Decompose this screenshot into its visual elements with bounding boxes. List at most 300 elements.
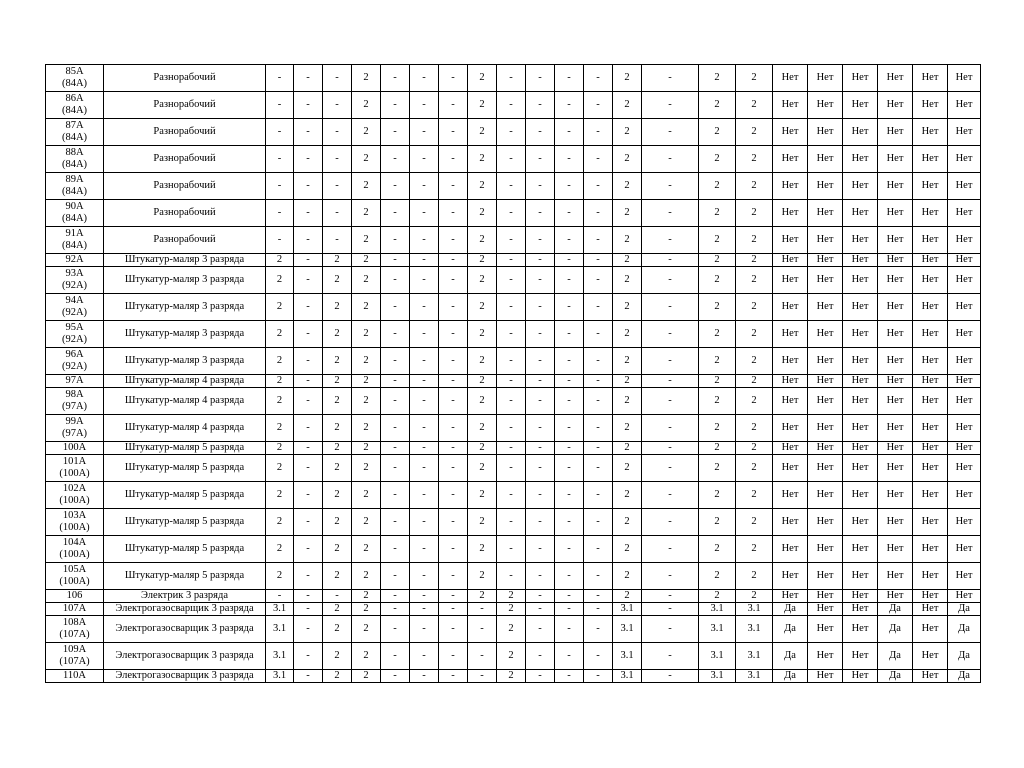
value-cell: -	[439, 173, 468, 200]
value-cell: Нет	[808, 348, 843, 375]
value-cell: -	[584, 670, 613, 683]
table-row	[46, 173, 981, 200]
row-parent-id: (84А)	[61, 78, 88, 89]
value-cell: Да	[878, 616, 913, 643]
value-cell: Нет	[808, 670, 843, 683]
value-cell: 3.1	[736, 603, 773, 616]
value-cell: Нет	[773, 119, 808, 146]
value-cell: -	[584, 173, 613, 200]
value-cell: -	[294, 509, 323, 536]
value-cell: -	[381, 616, 410, 643]
value-cell: -	[497, 294, 526, 321]
value-cell: 2	[736, 536, 773, 563]
value-cell: 2	[323, 415, 352, 442]
value-cell: -	[323, 200, 352, 227]
value-cell: -	[555, 603, 584, 616]
value-cell: Нет	[913, 616, 948, 643]
value-cell: Нет	[948, 348, 981, 375]
value-cell: Нет	[913, 173, 948, 200]
value-cell: 2	[352, 254, 381, 267]
value-cell: 2	[352, 227, 381, 254]
value-cell: Нет	[808, 455, 843, 482]
value-cell: -	[584, 455, 613, 482]
value-cell: -	[497, 227, 526, 254]
value-cell: -	[555, 119, 584, 146]
value-cell: -	[642, 603, 699, 616]
value-cell: 2	[352, 616, 381, 643]
value-cell: Нет	[913, 227, 948, 254]
value-cell: 2	[699, 119, 736, 146]
value-cell: 2	[352, 294, 381, 321]
value-cell: -	[439, 321, 468, 348]
value-cell: Нет	[808, 482, 843, 509]
value-cell: -	[642, 294, 699, 321]
row-parent-id: (84А)	[61, 159, 88, 170]
value-cell: 2	[323, 455, 352, 482]
value-cell: -	[642, 643, 699, 670]
value-cell: Нет	[878, 563, 913, 590]
row-id: 100А	[62, 442, 87, 453]
value-cell: -	[497, 173, 526, 200]
value-cell: 2	[352, 590, 381, 603]
value-cell: -	[584, 227, 613, 254]
value-cell: -	[294, 254, 323, 267]
value-cell: Нет	[843, 455, 878, 482]
job-title-cell: Электрогазосварщик 3 разряда	[104, 643, 266, 670]
value-cell: Нет	[913, 509, 948, 536]
value-cell: 2	[323, 375, 352, 388]
value-cell: 2	[736, 267, 773, 294]
job-title-cell: Штукатур-маляр 5 разряда	[104, 482, 266, 509]
value-cell: Нет	[843, 146, 878, 173]
value-cell: 2	[468, 267, 497, 294]
value-cell: 2	[736, 348, 773, 375]
value-cell: -	[584, 294, 613, 321]
value-cell: Да	[948, 616, 981, 643]
value-cell: -	[439, 509, 468, 536]
value-cell: Нет	[808, 643, 843, 670]
value-cell: -	[584, 200, 613, 227]
value-cell: 2	[352, 442, 381, 455]
value-cell: -	[439, 643, 468, 670]
value-cell: 2	[699, 348, 736, 375]
value-cell: -	[555, 173, 584, 200]
value-cell: -	[497, 388, 526, 415]
value-cell: -	[410, 563, 439, 590]
value-cell: 2	[266, 294, 294, 321]
value-cell: -	[381, 146, 410, 173]
value-cell: 2	[468, 536, 497, 563]
value-cell: -	[323, 92, 352, 119]
value-cell: Нет	[878, 254, 913, 267]
value-cell: -	[266, 173, 294, 200]
value-cell: -	[381, 509, 410, 536]
value-cell: Нет	[773, 455, 808, 482]
value-cell: Нет	[843, 442, 878, 455]
row-id: 89А	[65, 174, 84, 185]
value-cell: -	[323, 146, 352, 173]
value-cell: Нет	[948, 536, 981, 563]
value-cell: -	[584, 146, 613, 173]
value-cell: Нет	[843, 415, 878, 442]
value-cell: -	[642, 388, 699, 415]
value-cell: -	[381, 119, 410, 146]
value-cell: Нет	[878, 267, 913, 294]
value-cell: 2	[699, 536, 736, 563]
value-cell: -	[526, 92, 555, 119]
value-cell: Да	[773, 670, 808, 683]
job-title-cell: Штукатур-маляр 4 разряда	[104, 388, 266, 415]
value-cell: -	[526, 348, 555, 375]
value-cell: 2	[613, 563, 642, 590]
row-id: 95А	[65, 322, 84, 333]
value-cell: 2	[352, 415, 381, 442]
value-cell: Нет	[913, 603, 948, 616]
value-cell: Нет	[913, 294, 948, 321]
value-cell: -	[381, 643, 410, 670]
row-parent-id: (84А)	[61, 105, 88, 116]
value-cell: 3.1	[699, 643, 736, 670]
value-cell: 2	[468, 321, 497, 348]
value-cell: -	[468, 616, 497, 643]
table-row	[46, 146, 981, 173]
value-cell: -	[584, 563, 613, 590]
value-cell: Нет	[773, 536, 808, 563]
table-row	[46, 455, 981, 482]
value-cell: -	[526, 254, 555, 267]
value-cell: 2	[266, 563, 294, 590]
row-id: 110А	[63, 670, 86, 681]
value-cell: 2	[613, 146, 642, 173]
row-id-cell	[46, 455, 104, 482]
table-row	[46, 509, 981, 536]
job-title-cell: Разнорабочий	[104, 92, 266, 119]
value-cell: -	[497, 442, 526, 455]
value-cell: 2	[323, 616, 352, 643]
value-cell: -	[584, 415, 613, 442]
row-id: 94А	[65, 295, 84, 306]
value-cell: -	[410, 590, 439, 603]
value-cell: -	[497, 415, 526, 442]
value-cell: 3.1	[699, 603, 736, 616]
value-cell: -	[642, 482, 699, 509]
value-cell: -	[294, 563, 323, 590]
value-cell: Нет	[773, 415, 808, 442]
value-cell: -	[497, 509, 526, 536]
value-cell: 2	[352, 119, 381, 146]
value-cell: 2	[323, 254, 352, 267]
job-title-cell: Штукатур-маляр 3 разряда	[104, 254, 266, 267]
value-cell: Нет	[843, 92, 878, 119]
value-cell: -	[439, 415, 468, 442]
value-cell: Нет	[843, 119, 878, 146]
value-cell: 2	[699, 563, 736, 590]
row-id: 99А	[65, 416, 84, 427]
value-cell: -	[642, 321, 699, 348]
value-cell: Нет	[948, 388, 981, 415]
value-cell: -	[294, 590, 323, 603]
value-cell: Нет	[878, 119, 913, 146]
value-cell: 3.1	[613, 603, 642, 616]
value-cell: -	[410, 536, 439, 563]
value-cell: -	[642, 267, 699, 294]
value-cell: -	[439, 455, 468, 482]
value-cell: -	[642, 670, 699, 683]
value-cell: -	[410, 643, 439, 670]
value-cell: Нет	[948, 509, 981, 536]
job-title-cell: Штукатур-маляр 5 разряда	[104, 536, 266, 563]
value-cell: Нет	[773, 146, 808, 173]
row-id: 91А	[65, 228, 84, 239]
value-cell: 2	[266, 509, 294, 536]
value-cell: 2	[352, 267, 381, 294]
value-cell: 2	[468, 415, 497, 442]
row-parent-id: (97А)	[61, 401, 88, 412]
value-cell: Нет	[948, 254, 981, 267]
value-cell: -	[439, 254, 468, 267]
value-cell: Нет	[773, 348, 808, 375]
value-cell: 2	[699, 294, 736, 321]
row-parent-id: (92А)	[61, 361, 88, 372]
value-cell: Нет	[913, 670, 948, 683]
value-cell: 2	[352, 670, 381, 683]
value-cell: Нет	[843, 254, 878, 267]
value-cell: 2	[266, 267, 294, 294]
value-cell: Нет	[808, 146, 843, 173]
value-cell: 2	[468, 173, 497, 200]
value-cell: 2	[613, 536, 642, 563]
value-cell: -	[410, 603, 439, 616]
value-cell: -	[381, 227, 410, 254]
value-cell: 2	[352, 173, 381, 200]
value-cell: 2	[323, 321, 352, 348]
value-cell: -	[381, 415, 410, 442]
value-cell: -	[555, 415, 584, 442]
value-cell: Нет	[808, 92, 843, 119]
value-cell: Нет	[808, 254, 843, 267]
value-cell: Да	[878, 643, 913, 670]
value-cell: -	[497, 563, 526, 590]
value-cell: Нет	[773, 321, 808, 348]
value-cell: -	[526, 482, 555, 509]
value-cell: 2	[468, 146, 497, 173]
value-cell: 2	[266, 321, 294, 348]
value-cell: 2	[352, 563, 381, 590]
value-cell: Нет	[878, 388, 913, 415]
value-cell: Нет	[843, 563, 878, 590]
value-cell: -	[439, 563, 468, 590]
value-cell: -	[381, 442, 410, 455]
value-cell: -	[526, 509, 555, 536]
value-cell: -	[642, 563, 699, 590]
value-cell: Нет	[808, 563, 843, 590]
row-parent-id: (107А)	[59, 656, 90, 667]
row-id-cell	[46, 616, 104, 643]
job-title-cell: Штукатур-маляр 5 разряда	[104, 509, 266, 536]
row-id-cell	[46, 173, 104, 200]
value-cell: Нет	[948, 442, 981, 455]
value-cell: Нет	[843, 509, 878, 536]
value-cell: -	[381, 321, 410, 348]
row-id: 103А	[62, 510, 87, 521]
value-cell: 2	[699, 146, 736, 173]
value-cell: 2	[352, 65, 381, 92]
value-cell: 2	[497, 603, 526, 616]
value-cell: Нет	[913, 200, 948, 227]
value-cell: -	[294, 482, 323, 509]
row-id-cell	[46, 482, 104, 509]
value-cell: -	[294, 375, 323, 388]
table-row	[46, 92, 981, 119]
value-cell: 2	[352, 375, 381, 388]
value-cell: -	[555, 254, 584, 267]
value-cell: 2	[352, 321, 381, 348]
value-cell: -	[555, 92, 584, 119]
value-cell: -	[497, 375, 526, 388]
row-id-cell	[46, 603, 104, 616]
table-row	[46, 563, 981, 590]
value-cell: -	[526, 455, 555, 482]
value-cell: Нет	[948, 92, 981, 119]
value-cell: -	[266, 227, 294, 254]
value-cell: Нет	[773, 442, 808, 455]
job-title-cell: Электрогазосварщик 3 разряда	[104, 670, 266, 683]
value-cell: Нет	[948, 173, 981, 200]
value-cell: -	[294, 643, 323, 670]
value-cell: Нет	[808, 267, 843, 294]
value-cell: -	[526, 65, 555, 92]
value-cell: Нет	[808, 442, 843, 455]
value-cell: 2	[736, 415, 773, 442]
value-cell: Нет	[808, 173, 843, 200]
value-cell: -	[526, 227, 555, 254]
table-row	[46, 670, 981, 683]
value-cell: Нет	[878, 321, 913, 348]
value-cell: 3.1	[736, 616, 773, 643]
row-id-cell	[46, 119, 104, 146]
value-cell: 3.1	[266, 643, 294, 670]
value-cell: 2	[468, 348, 497, 375]
value-cell: Нет	[948, 200, 981, 227]
value-cell: Нет	[878, 65, 913, 92]
value-cell: -	[584, 603, 613, 616]
value-cell: -	[410, 146, 439, 173]
value-cell: 2	[736, 227, 773, 254]
value-cell: 2	[613, 455, 642, 482]
value-cell: -	[439, 603, 468, 616]
value-cell: -	[381, 294, 410, 321]
value-cell: -	[323, 173, 352, 200]
table-row	[46, 603, 981, 616]
value-cell: Нет	[773, 267, 808, 294]
value-cell: 2	[736, 375, 773, 388]
value-cell: Нет	[808, 119, 843, 146]
row-id-cell	[46, 348, 104, 375]
value-cell: 2	[352, 603, 381, 616]
value-cell: 2	[323, 670, 352, 683]
value-cell: -	[584, 442, 613, 455]
value-cell: 2	[352, 146, 381, 173]
row-id: 92А	[65, 254, 84, 265]
value-cell: 2	[613, 254, 642, 267]
value-cell: -	[294, 603, 323, 616]
value-cell: -	[439, 348, 468, 375]
value-cell: -	[555, 375, 584, 388]
value-cell: -	[642, 200, 699, 227]
value-cell: 2	[699, 92, 736, 119]
value-cell: -	[642, 227, 699, 254]
value-cell: 2	[266, 375, 294, 388]
row-id: 108А	[62, 617, 87, 628]
value-cell: Нет	[773, 590, 808, 603]
value-cell: -	[439, 227, 468, 254]
value-cell: 3.1	[613, 643, 642, 670]
value-cell: -	[584, 119, 613, 146]
value-cell: -	[526, 590, 555, 603]
value-cell: -	[584, 92, 613, 119]
value-cell: -	[294, 227, 323, 254]
value-cell: Нет	[773, 509, 808, 536]
value-cell: -	[555, 616, 584, 643]
value-cell: 2	[699, 65, 736, 92]
value-cell: 2	[468, 375, 497, 388]
value-cell: 2	[736, 563, 773, 590]
value-cell: Нет	[808, 536, 843, 563]
value-cell: 2	[352, 536, 381, 563]
value-cell: Нет	[808, 509, 843, 536]
value-cell: -	[584, 590, 613, 603]
value-cell: -	[266, 200, 294, 227]
value-cell: 2	[613, 267, 642, 294]
value-cell: -	[439, 146, 468, 173]
value-cell: -	[526, 200, 555, 227]
value-cell: -	[294, 455, 323, 482]
value-cell: -	[410, 321, 439, 348]
value-cell: 2	[699, 227, 736, 254]
value-cell: -	[381, 590, 410, 603]
value-cell: Нет	[808, 321, 843, 348]
value-cell: 3.1	[266, 603, 294, 616]
table-row	[46, 482, 981, 509]
value-cell: -	[294, 146, 323, 173]
row-id-cell	[46, 388, 104, 415]
row-parent-id: (100А)	[59, 576, 90, 587]
value-cell: -	[584, 348, 613, 375]
value-cell: Нет	[773, 65, 808, 92]
value-cell: -	[642, 455, 699, 482]
value-cell: Нет	[843, 388, 878, 415]
value-cell: 2	[699, 254, 736, 267]
row-parent-id: (100А)	[59, 468, 90, 479]
value-cell: -	[410, 173, 439, 200]
value-cell: 2	[736, 590, 773, 603]
value-cell: Нет	[878, 442, 913, 455]
value-cell: 2	[736, 294, 773, 321]
value-cell: 2	[468, 119, 497, 146]
value-cell: 2	[613, 415, 642, 442]
value-cell: -	[584, 375, 613, 388]
value-cell: -	[526, 670, 555, 683]
value-cell: 2	[613, 119, 642, 146]
value-cell: Нет	[913, 455, 948, 482]
table-row	[46, 643, 981, 670]
value-cell: 2	[468, 455, 497, 482]
value-cell: -	[584, 509, 613, 536]
value-cell: 2	[613, 388, 642, 415]
value-cell: -	[381, 92, 410, 119]
value-cell: 2	[699, 388, 736, 415]
value-cell: Нет	[913, 442, 948, 455]
